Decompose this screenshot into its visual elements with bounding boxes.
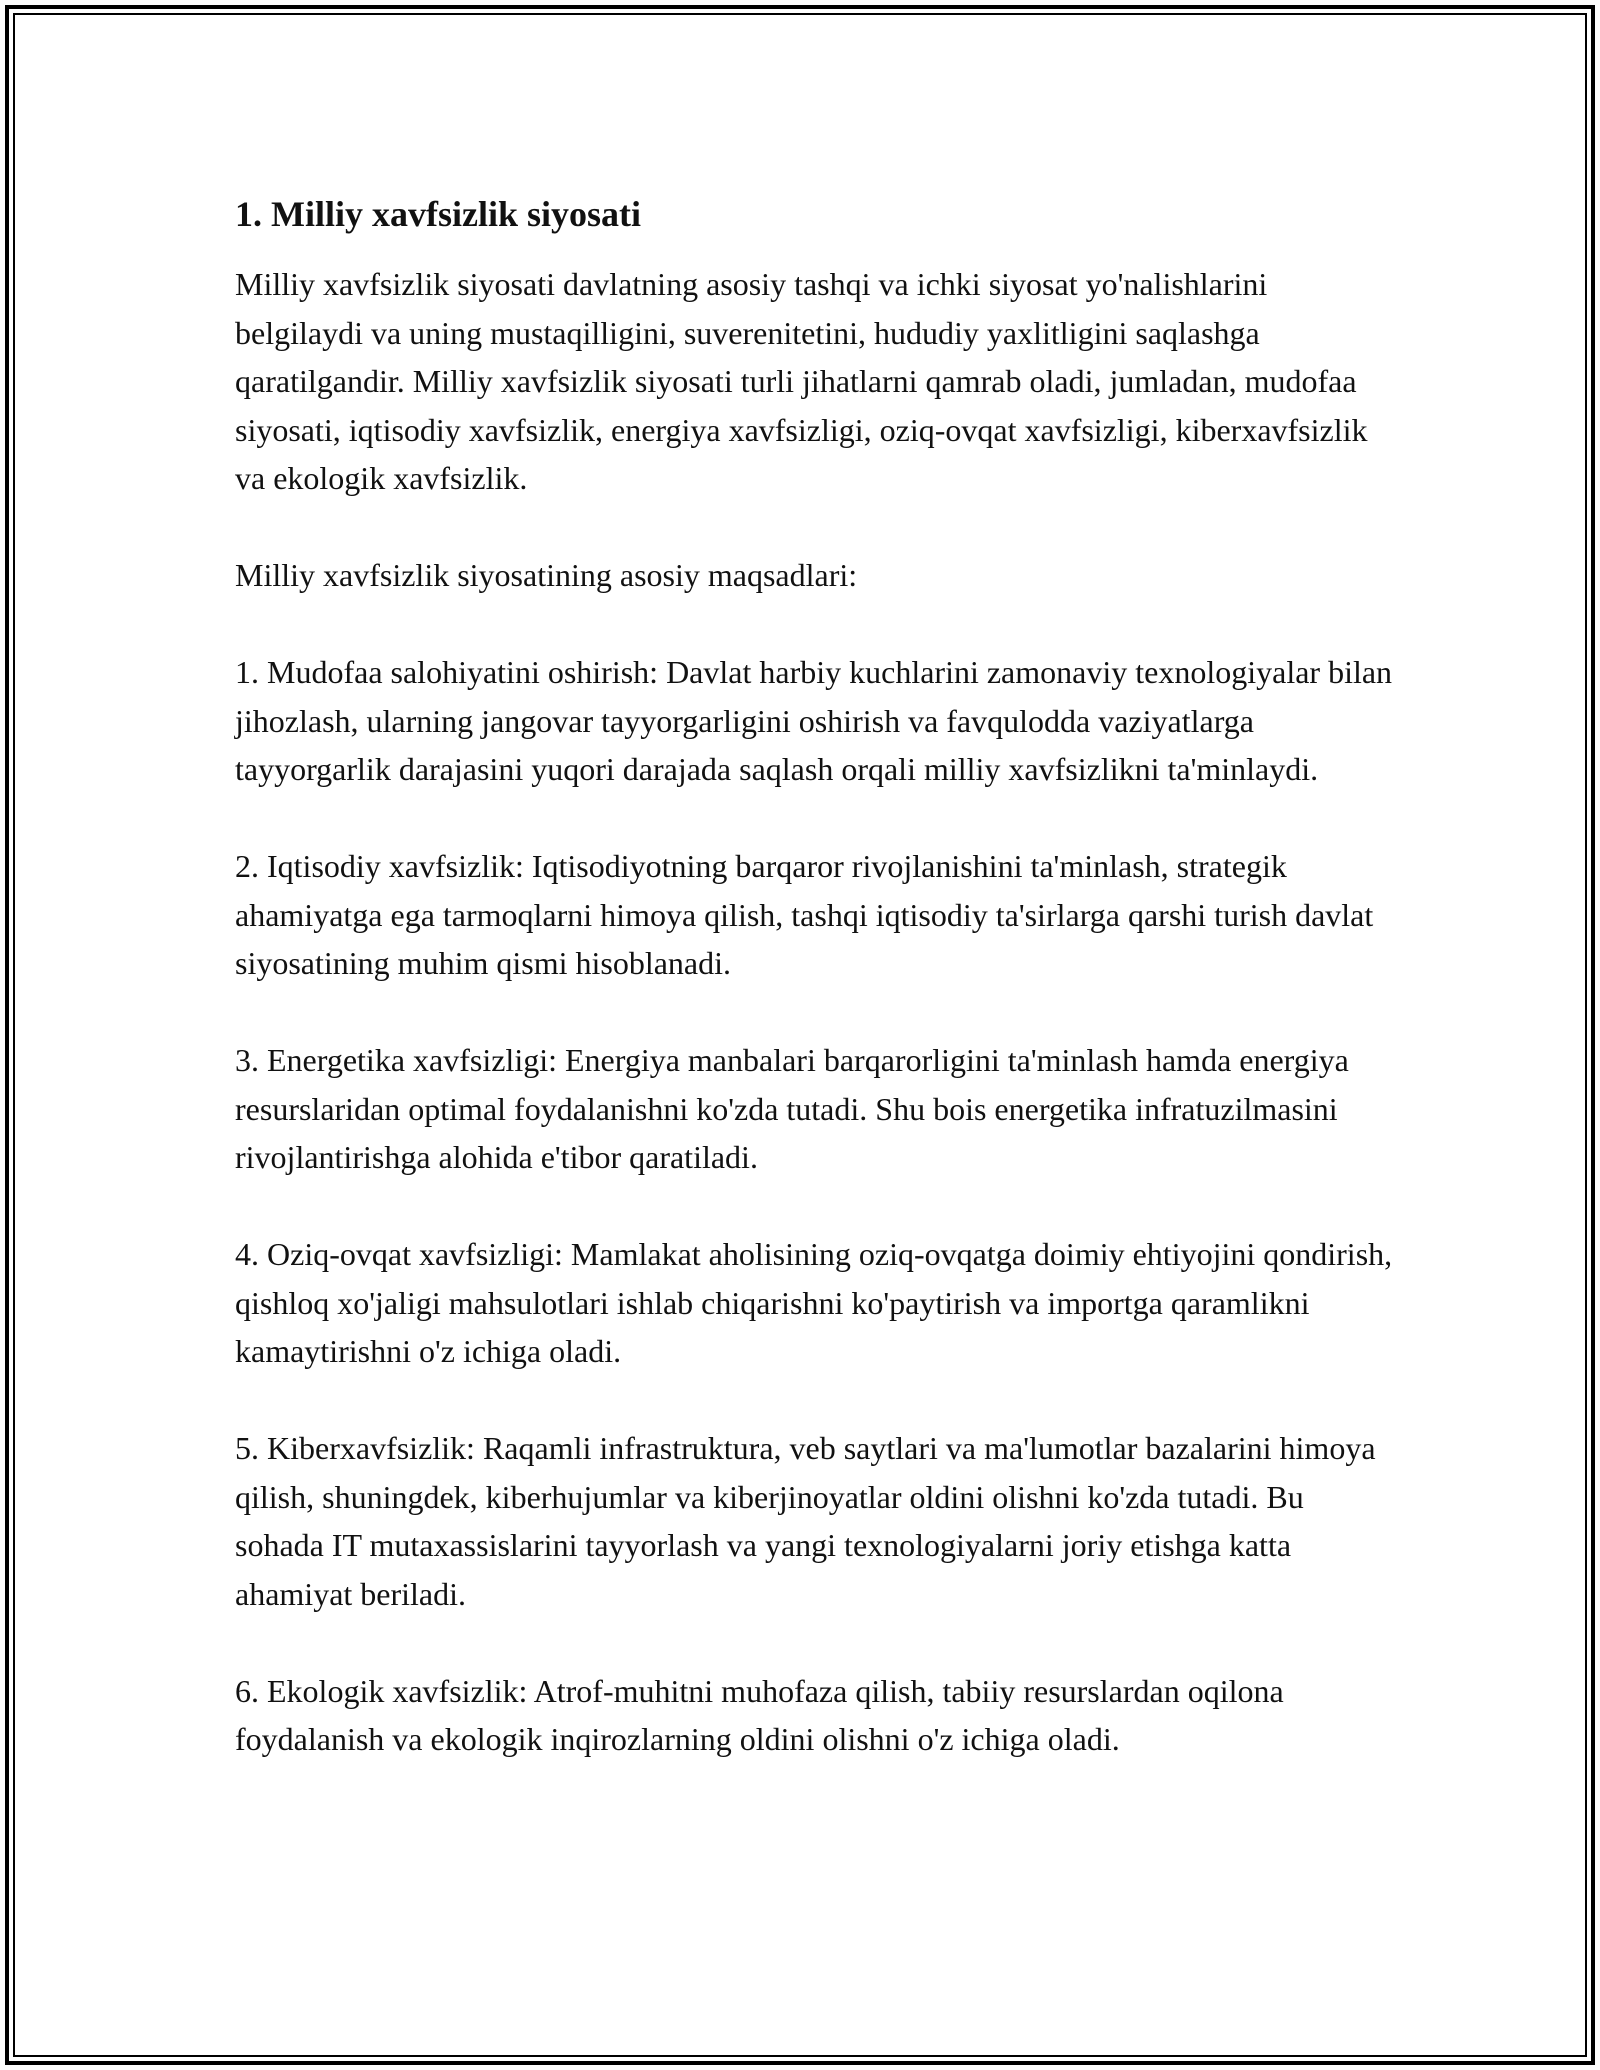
document-title: 1. Milliy xavfsizlik siyosati xyxy=(235,194,642,234)
goals-heading: Milliy xavfsizlik siyosatining asosiy maqsadlari: xyxy=(235,557,858,593)
intro-paragraph: Milliy xavfsizlik siyosati davlatning asosiy tashqi va ichki siyosat yo'nalishlarini belgilaydi va uning mustaqilligini, suverenitetini, hududiy yaxlitligini saqlashga qaratilgandir. Milliy xavfsizlik siyosati turli jihatlarni qamrab oladi, jumladan, mudofaa siyosati, iqtisodiy xavfsizlik, energiya xavfsizligi, oziq-ovqat xavfsizligi, kiberxavfsizlik va ekologik xavfsizlik. xyxy=(235,266,1368,496)
goal-item-defense: 1. Mudofaa salohiyatini oshirish: Davlat harbiy kuchlarini zamonaviy texnologiyalar bilan jihozlash, ularning jangovar tayyorgarligini oshirish va favqulodda vaziyatlarga tayyorgarlik darajasini yuqori darajada saqlash orqali milliy xavfsizlikni ta'minlaydi. xyxy=(235,654,1393,787)
goal-item-food: 4. Oziq-ovqat xavfsizligi: Mamlakat aholisining oziq-ovqatga doimiy ehtiyojini qondirish, qishloq xo'jaligi mahsulotlari ishlab chiqarishni ko'paytirish va importga qaramlikni kamaytirishni o'z ichiga oladi. xyxy=(235,1236,1393,1369)
document-body xyxy=(235,190,1395,1764)
goal-item-energy: 3. Energetika xavfsizligi: Energiya manbalari barqarorligini ta'minlash hamda energiya resurslaridan optimal foydalanishni ko'zda tutadi. Shu bois energetika infratuzilmasini rivojlantirishga alohida e'tibor qaratiladi. xyxy=(235,1042,1349,1175)
goal-item-ecology: 6. Ekologik xavfsizlik: Atrof-muhitni muhofaza qilish, tabiiy resurslardan oqilona foydalanish va ekologik inqirozlarning oldini olishni o'z ichiga oladi. xyxy=(235,1672,1284,1757)
goal-item-cyber: 5. Kiberxavfsizlik: Raqamli infrastruktura, veb saytlari va ma'lumotlar bazalarini himoya qilish, shuningdek, kiberhujumlar va kiberjinoyatlar oldini olishni ko'zda tutadi. Bu sohada IT mutaxassislarini tayyorlash va yangi texnologiyalarni joriy etishga katta ahamiyat beriladi. xyxy=(235,1430,1376,1612)
goal-item-economic: 2. Iqtisodiy xavfsizlik: Iqtisodiyotning barqaror rivojlanishini ta'minlash, strategik ahamiyatga ega tarmoqlarni himoya qilish, tashqi iqtisodiy ta'sirlarga qarshi turish davlat siyosatining muhim qismi hisoblanadi. xyxy=(235,848,1374,981)
